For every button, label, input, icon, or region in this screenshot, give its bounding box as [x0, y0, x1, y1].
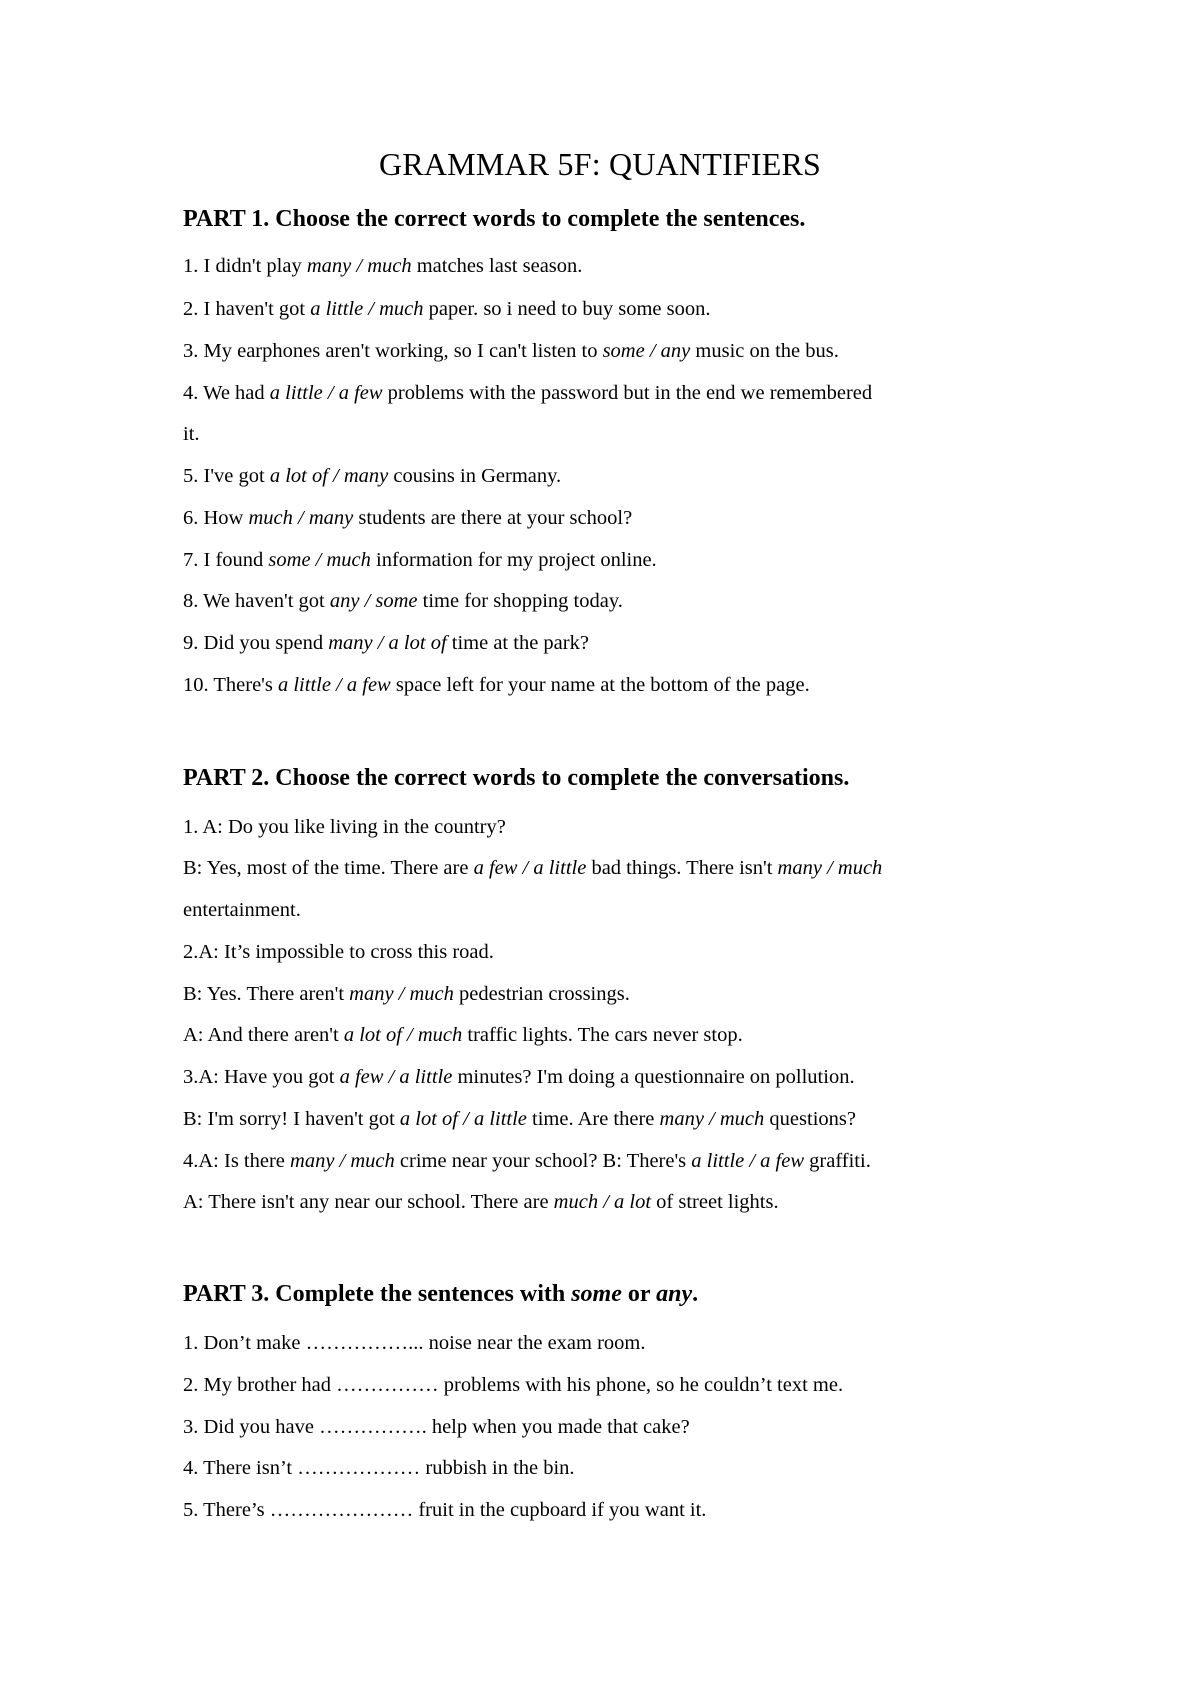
item-options: some / any [602, 340, 691, 362]
part1-item-10 [183, 673, 810, 697]
line-text: graffiti. [804, 1150, 871, 1172]
item-text: problems with the password but in the end we remembered [382, 382, 873, 404]
line-text: 2.A: It’s impossible to cross this road. [183, 941, 494, 963]
part1-item-1 [183, 254, 582, 278]
part2-line-4 [183, 940, 494, 964]
item-text: 9. Did you spend [183, 632, 329, 654]
part2-line-2 [183, 856, 882, 880]
heading-text: PART 3. Complete the sentences with [183, 1281, 572, 1307]
item-text: 8. We haven't got [183, 590, 330, 612]
item-options: a little / a few [269, 382, 383, 404]
part3-heading [183, 1281, 698, 1308]
line-options: many / much [290, 1150, 395, 1172]
line-options: much / a lot [553, 1191, 652, 1213]
part3-item-4: 4. There isn’t ……………… rubbish in the bin. [183, 1457, 575, 1479]
item-text: matches last season. [411, 255, 583, 277]
part1-item-8 [183, 589, 623, 613]
item-text: 4. We had [183, 382, 270, 404]
page-title: GRAMMAR 5F: QUANTIFIERS [379, 146, 821, 182]
item-options: a little / a few [277, 674, 391, 696]
item-text: 6. How [183, 507, 249, 529]
part3-item-5: 5. There’s ………………… fruit in the cupboard if you want it. [183, 1499, 707, 1521]
part3-item-3: 3. Did you have ……………. help when you made that cake? [183, 1416, 690, 1438]
line-options: a lot of / much [343, 1024, 463, 1046]
item-text: information for my project online. [370, 549, 657, 571]
line-options: many / much [349, 983, 454, 1005]
heading-text: . [692, 1281, 699, 1307]
part1-item-2 [183, 297, 711, 321]
line-text: questions? [764, 1108, 856, 1130]
item-options: some / much [268, 549, 371, 571]
item-text: students are there at your school? [353, 507, 633, 529]
part2-line-9 [183, 1149, 871, 1173]
part2-line-10 [183, 1190, 779, 1214]
part1-item-9 [183, 631, 589, 655]
part2-line-8 [183, 1107, 856, 1131]
part1-item-3 [183, 339, 839, 363]
item-text: 5. I've got [183, 465, 270, 487]
line-text: A: There isn't any near our school. There are [183, 1191, 554, 1213]
line-text: entertainment. [183, 899, 301, 921]
part2-line-3 [183, 898, 301, 922]
line-text: traffic lights. The cars never stop. [462, 1024, 743, 1046]
heading-word-some: some [571, 1281, 622, 1307]
line-options: a little / a few [691, 1150, 805, 1172]
line-text: B: Yes. There aren't [183, 983, 350, 1005]
item-text: 7. I found [183, 549, 269, 571]
part1-heading: PART 1. Choose the correct words to complete the sentences. [183, 206, 806, 232]
heading-text: or [621, 1281, 657, 1307]
item-options: a lot of / many [269, 465, 389, 487]
line-options: a lot of / a little [399, 1108, 527, 1130]
part1-item-4-continued [183, 422, 200, 446]
part2-line-6 [183, 1023, 743, 1047]
line-text: pedestrian crossings. [453, 983, 630, 1005]
part1-item-7 [183, 548, 657, 572]
item-text: 2. I haven't got [183, 298, 311, 320]
line-options: many / much [777, 857, 883, 879]
item-options: many / a lot of [328, 632, 447, 654]
item-options: much / many [248, 507, 354, 529]
line-text: B: I'm sorry! I haven't got [183, 1108, 400, 1130]
line-options: many / much [659, 1108, 765, 1130]
line-text: 1. A: Do you like living in the country? [183, 816, 506, 838]
line-text: A: And there aren't [183, 1024, 344, 1046]
item-text: time for shopping today. [417, 590, 623, 612]
part3-item-1: 1. Don’t make ……………... noise near the exam room. [183, 1332, 646, 1354]
part1-item-4 [183, 381, 872, 405]
line-text: crime near your school? B: There's [394, 1150, 692, 1172]
line-text: bad things. There isn't [586, 857, 778, 879]
item-text: 3. My earphones aren't working, so I can't listen to [183, 340, 603, 362]
item-options: many / much [306, 255, 412, 277]
item-text: 10. There's [183, 674, 278, 696]
item-text: it. [183, 423, 200, 445]
item-options: any / some [329, 590, 418, 612]
heading-word-any: any [656, 1281, 693, 1307]
line-text: of street lights. [651, 1191, 779, 1213]
part2-line-1 [183, 815, 506, 839]
item-text: space left for your name at the bottom of the page. [390, 674, 810, 696]
line-text: B: Yes, most of the time. There are [183, 857, 474, 879]
item-text: paper. so i need to buy some soon. [423, 298, 711, 320]
line-text: time. Are there [526, 1108, 660, 1130]
item-text: music on the bus. [690, 340, 839, 362]
line-options: a few / a little [339, 1066, 453, 1088]
line-text: 3.A: Have you got [183, 1066, 340, 1088]
item-options: a little / much [310, 298, 424, 320]
part2-line-7 [183, 1065, 855, 1089]
part1-item-6 [183, 506, 632, 530]
item-text: time at the park? [446, 632, 589, 654]
part2-line-5 [183, 982, 630, 1006]
part2-heading: PART 2. Choose the correct words to complete the conversations. [183, 765, 850, 791]
item-text: cousins in Germany. [388, 465, 562, 487]
line-text: minutes? I'm doing a questionnaire on pollution. [452, 1066, 855, 1088]
line-text: 4.A: Is there [183, 1150, 291, 1172]
item-text: 1. I didn't play [183, 255, 307, 277]
line-options: a few / a little [473, 857, 587, 879]
part1-item-5 [183, 464, 561, 488]
part3-item-2: 2. My brother had …………… problems with his phone, so he couldn’t text me. [183, 1374, 844, 1396]
